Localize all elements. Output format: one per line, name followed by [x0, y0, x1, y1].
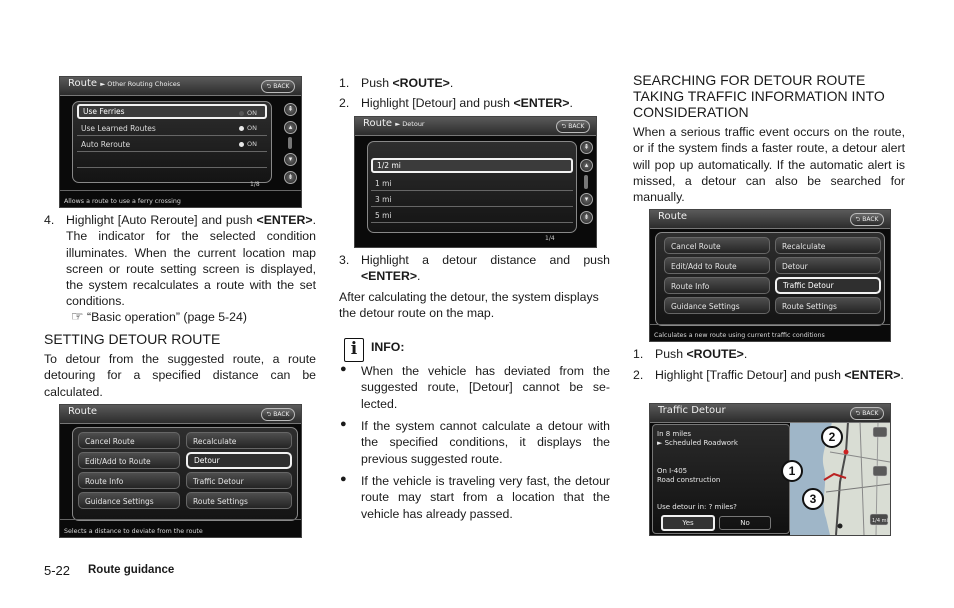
back-button[interactable]: ⮌ BACK — [556, 120, 590, 133]
cancel-route-button[interactable]: Cancel Route — [664, 237, 770, 254]
no-button[interactable]: No — [719, 516, 771, 530]
incident-marker — [844, 450, 849, 455]
map-control — [873, 427, 887, 437]
road — [830, 452, 890, 462]
scroll-down-icon[interactable]: ▾ — [284, 153, 297, 166]
back-button[interactable]: ⮌ BACK — [261, 408, 295, 421]
right-section-heading: SEARCHING FOR DETOUR ROUTE TAKING TRAFFIC INFORMATION INTO CONSIDERATION — [633, 72, 885, 120]
callout-2: 2 — [821, 426, 843, 448]
map-control — [873, 466, 887, 476]
screen-header — [60, 77, 301, 96]
step-2-text: Highlight [Detour] and push <ENTER>. — [361, 96, 573, 110]
step-1-text: Push <ROUTE>. — [361, 76, 454, 90]
step-number: 2. — [633, 368, 644, 382]
indicator-auto-reroute: ON — [239, 140, 257, 148]
route-settings-button[interactable]: Route Settings — [775, 297, 881, 314]
page-number: 5-22 — [44, 563, 71, 578]
list-item-use-learned-routes[interactable]: Use Learned Routes — [77, 121, 267, 136]
info-icon: i — [344, 338, 364, 362]
status-text: Selects a distance to deviate from the route — [64, 528, 203, 535]
right-step-1-text: Push <ROUTE>. — [655, 347, 748, 361]
status-text: Calculates a new route using current traffic conditions — [654, 332, 825, 339]
back-button[interactable]: ⮌ BACK — [850, 213, 884, 226]
step-4-text: Highlight [Auto Reroute] and push <ENTER>. The indicator for the selected condition illuminates. When the current location map screen or route setting screen is displayed, the system recalculates a route with the set conditions. — [66, 213, 316, 309]
options-list-panel — [72, 101, 272, 183]
distance-list-panel — [367, 141, 577, 233]
screen-header — [60, 405, 301, 424]
screen-route-menu-traffic-detour — [649, 209, 891, 342]
status-divider — [60, 519, 301, 520]
scroll-top-icon[interactable]: ⇞ — [284, 103, 297, 116]
step-number: 2. — [339, 96, 350, 110]
bullet-icon: ● — [340, 418, 347, 430]
screen-title: Route ► Other Routing Choices — [68, 78, 181, 89]
step-number: 4. — [44, 213, 55, 227]
list-item-5-mile[interactable]: 5 mi — [371, 208, 573, 223]
scrollbar[interactable] — [288, 137, 292, 149]
scroll-top-icon[interactable]: ⇞ — [580, 141, 593, 154]
detour-button[interactable]: Detour — [186, 452, 292, 469]
guidance-settings-button[interactable]: Guidance Settings — [78, 492, 180, 509]
road-text: On I-405 — [657, 467, 688, 475]
screen-header — [355, 117, 596, 136]
traffic-detour-button[interactable]: Traffic Detour — [186, 472, 292, 489]
detour-button[interactable]: Detour — [775, 257, 881, 274]
guidance-settings-button[interactable]: Guidance Settings — [664, 297, 770, 314]
info-bullet-3: If the vehicle is traveling very fast, the detour route may start from a location that the vehicle has already passed. — [361, 474, 610, 521]
page-reference: ☞ “Basic operation” (page 5-24) — [71, 308, 247, 324]
alert-panel — [652, 424, 790, 534]
vehicle-marker — [838, 524, 843, 529]
scroll-down-icon[interactable]: ▾ — [580, 193, 593, 206]
recalculate-button[interactable]: Recalculate — [775, 237, 881, 254]
screen-detour-distance — [354, 116, 597, 248]
status-divider — [60, 190, 301, 191]
road — [826, 484, 890, 492]
screen-traffic-detour — [649, 403, 891, 536]
road — [860, 422, 864, 535]
info-bullet-2: If the system cannot calculate a detour with the specified conditions, it displays the previous suggested route. — [361, 419, 610, 466]
step-3-text: Highlight a detour distance and push <ENTER>. — [361, 253, 610, 284]
back-button[interactable]: ⮌ BACK — [850, 407, 884, 420]
after-detour-paragraph: After calculating the detour, the system displays the detour route on the map. — [339, 290, 599, 321]
list-item-3-mile[interactable]: 3 mi — [371, 192, 573, 207]
traffic-detour-button[interactable]: Traffic Detour — [775, 277, 881, 294]
screen-route-menu-detour — [59, 404, 302, 538]
callout-1: 1 — [781, 460, 803, 482]
screen-title: Traffic Detour — [658, 405, 726, 416]
footer-section-title: Route guidance — [88, 564, 175, 576]
back-button[interactable]: ⮌ BACK — [261, 80, 295, 93]
list-item-1-mile[interactable]: 1 mi — [371, 176, 573, 191]
callout-3: 3 — [802, 488, 824, 510]
screen-header — [650, 404, 890, 423]
page-indicator: 1/8 — [250, 181, 260, 188]
section-heading: SETTING DETOUR ROUTE — [44, 331, 221, 347]
cancel-route-button[interactable]: Cancel Route — [78, 432, 180, 449]
scroll-up-icon[interactable]: ▴ — [580, 159, 593, 172]
scroll-up-icon[interactable]: ▴ — [284, 121, 297, 134]
edit-add-to-route-button[interactable]: Edit/Add to Route — [664, 257, 770, 274]
screen-other-routing-choices — [59, 76, 302, 208]
bullet-icon: ● — [340, 473, 347, 485]
bullet-icon: ● — [340, 363, 347, 375]
status-text: Allows a route to use a ferry crossing — [64, 198, 181, 205]
screen-title: Route — [68, 406, 98, 417]
status-divider — [650, 324, 890, 325]
detour-route — [824, 474, 846, 480]
route-settings-button[interactable]: Route Settings — [186, 492, 292, 509]
detour-question: Use detour in: ? miles? — [657, 503, 737, 511]
info-bullet-1: When the vehicle has deviated from the suggested route, [Detour] cannot be se-lected. — [361, 364, 610, 411]
right-step-2-text: Highlight [Traffic Detour] and push <ENTER>. — [655, 368, 904, 382]
scroll-bottom-icon[interactable]: ⇟ — [580, 211, 593, 224]
zoom-scale-label: 1/4 mi — [872, 518, 888, 524]
pointing-hand-icon: ☞ — [71, 308, 84, 324]
recalculate-button[interactable]: Recalculate — [186, 432, 292, 449]
edit-add-to-route-button[interactable]: Edit/Add to Route — [78, 452, 180, 469]
list-item-half-mile[interactable]: 1/2 mi — [371, 158, 573, 173]
screen-title: Route ► Detour — [363, 118, 425, 129]
event-detail-text: Road construction — [657, 476, 721, 484]
list-item-auto-reroute[interactable]: Auto Reroute — [77, 137, 267, 152]
route-info-button[interactable]: Route Info — [664, 277, 770, 294]
list-item-empty — [77, 153, 267, 168]
yes-button[interactable]: Yes — [661, 515, 715, 531]
step-number: 1. — [633, 347, 644, 361]
right-section-paragraph: When a serious traffic event occurs on the route, or if the system finds a faster route, a detour alert will pop up automatically. If the automatic alert is missed, a detour can also be searched for manually. — [633, 125, 905, 205]
step-number: 1. — [339, 76, 350, 90]
screen-header — [650, 210, 890, 229]
route-info-button[interactable]: Route Info — [78, 472, 180, 489]
step-number: 3. — [339, 253, 350, 267]
scroll-bottom-icon[interactable]: ⇟ — [284, 171, 297, 184]
section-paragraph: To detour from the suggested route, a route detouring for a specified distance can be calculated. — [44, 352, 316, 399]
event-text: ► Scheduled Roadwork — [657, 439, 738, 447]
distance-text: In 8 miles — [657, 430, 692, 438]
page-indicator: 1/4 — [545, 235, 555, 242]
info-label: INFO: — [371, 340, 405, 354]
list-item-use-ferries[interactable]: Use Ferries — [77, 104, 267, 119]
scrollbar[interactable] — [584, 175, 588, 189]
screen-title: Route — [658, 211, 688, 222]
indicator-use-learned-routes: ON — [239, 124, 257, 132]
indicator-use-ferries: ON — [239, 109, 257, 117]
